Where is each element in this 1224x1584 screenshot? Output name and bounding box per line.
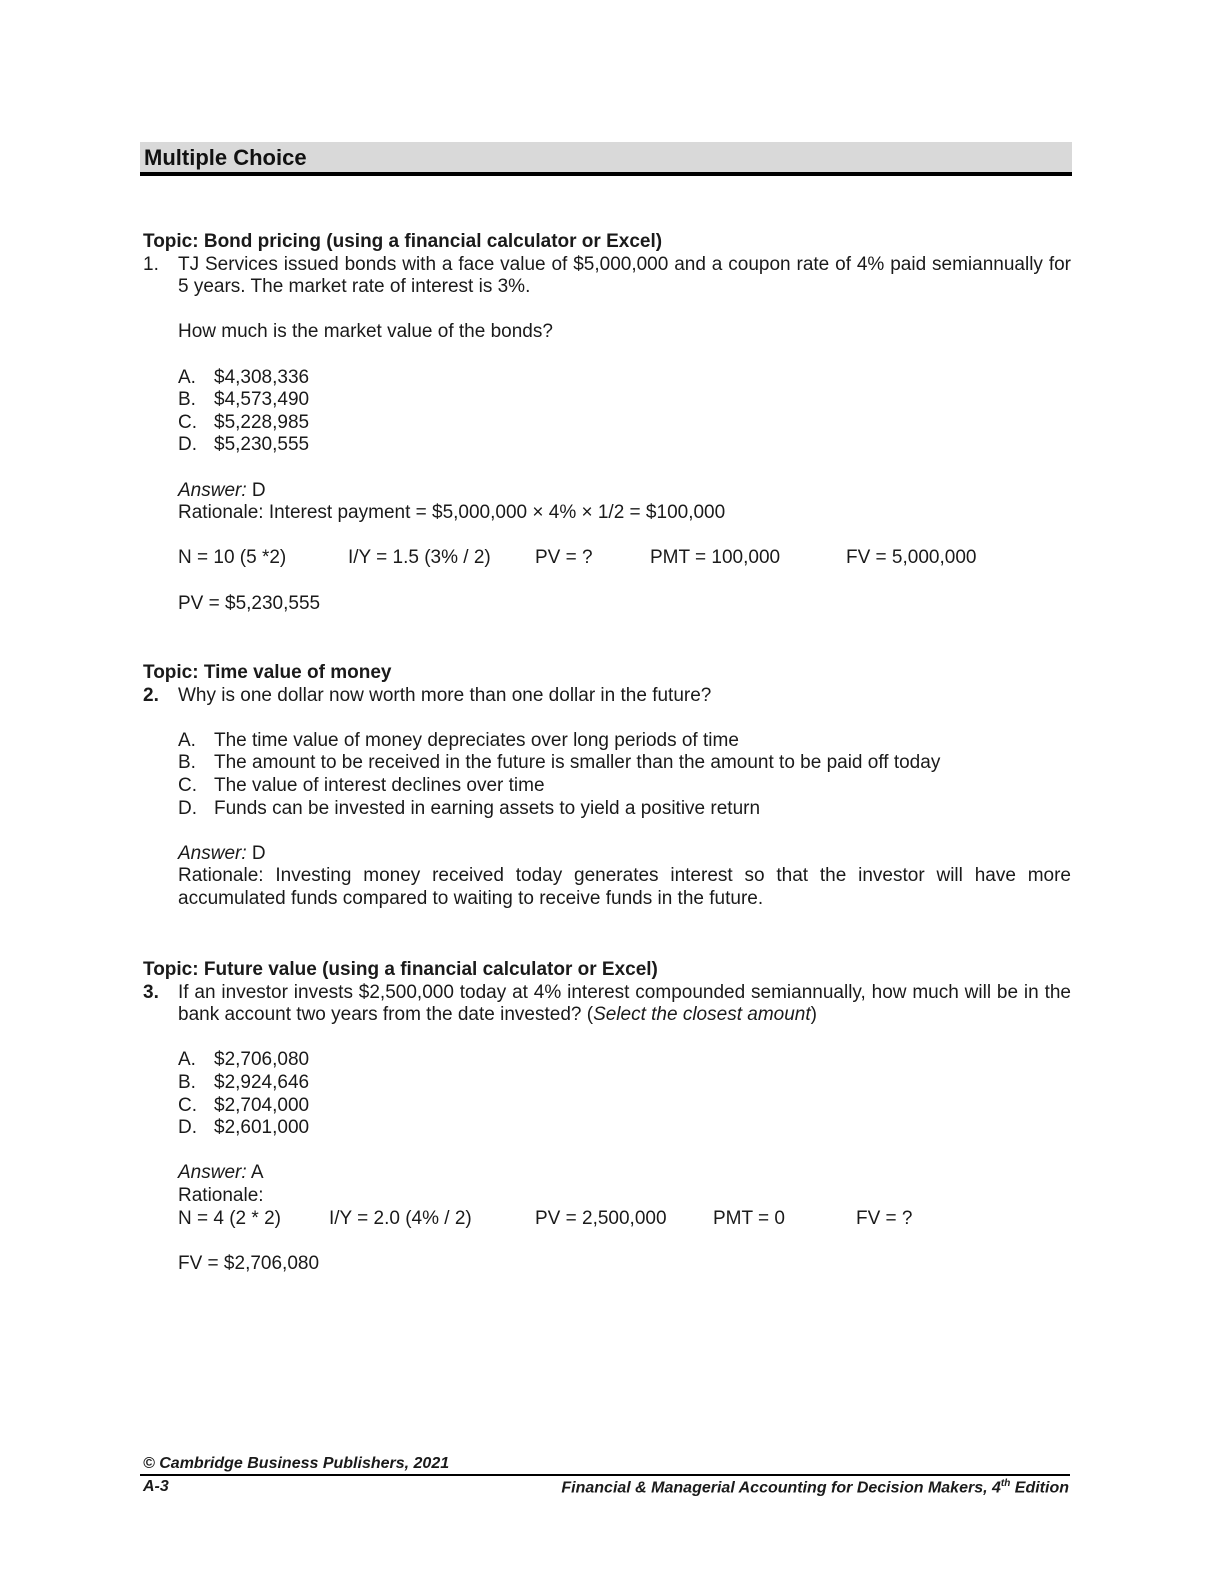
section-title: Multiple Choice bbox=[144, 145, 307, 170]
option-c: C. $5,228,985 bbox=[178, 411, 310, 433]
rationale: Rationale: Investing money received today generates interest so that the investor will have more accumulated funds compared to waiting to receive funds in the future. bbox=[178, 865, 1071, 909]
question-number: 1. bbox=[143, 253, 159, 275]
calc-iy: I/Y = 2.0 (4% / 2) bbox=[329, 1207, 472, 1229]
option-a: A. The time value of money depreciates over long periods of time bbox=[178, 729, 739, 751]
calc-n: N = 10 (5 *2) bbox=[178, 547, 287, 569]
calc-pv: PV = ? bbox=[535, 547, 593, 569]
question-text: Why is one dollar now worth more than one dollar in the future? bbox=[178, 684, 712, 706]
page-number: A-3 bbox=[143, 1478, 169, 1495]
calculator-inputs bbox=[178, 1208, 1071, 1231]
answer-label: Answer: bbox=[178, 842, 247, 864]
answer-line bbox=[178, 480, 1071, 503]
answer-label: Answer: bbox=[178, 1162, 247, 1184]
option-d: D. $2,601,000 bbox=[178, 1117, 310, 1139]
option-b: B. $4,573,490 bbox=[178, 389, 310, 411]
answer-options bbox=[178, 1049, 1071, 1139]
rationale: Rationale: Interest payment = $5,000,000 × 4% × 1/2 = $100,000 bbox=[178, 502, 726, 524]
option-c: C. $2,704,000 bbox=[178, 1094, 310, 1116]
question-2 bbox=[143, 662, 1071, 911]
answer-line bbox=[178, 843, 1071, 866]
answer-value: D bbox=[246, 479, 266, 501]
calc-pmt: PMT = 100,000 bbox=[650, 547, 781, 569]
question-number: 3. bbox=[143, 981, 159, 1003]
footer-copyright: © Cambridge Business Publishers, 2021 bbox=[143, 1455, 450, 1472]
answer-line bbox=[178, 1162, 1071, 1185]
calc-pv: PV = 2,500,000 bbox=[535, 1207, 667, 1229]
calc-result: FV = $2,706,080 bbox=[178, 1252, 320, 1274]
calc-result: PV = $5,230,555 bbox=[178, 592, 321, 614]
calc-iy: I/Y = 1.5 (3% / 2) bbox=[348, 547, 491, 569]
calc-fv: FV = ? bbox=[856, 1207, 913, 1229]
question-number: 2. bbox=[143, 684, 159, 706]
option-c: C. The value of interest declines over time bbox=[178, 774, 545, 796]
question-1 bbox=[143, 231, 1071, 615]
question-topic: Topic: Future value (using a financial calculator or Excel) bbox=[143, 959, 658, 980]
question-subtext: How much is the market value of the bonds? bbox=[178, 321, 553, 343]
calc-pmt: PMT = 0 bbox=[713, 1207, 785, 1229]
answer-options bbox=[178, 367, 1071, 457]
option-a: A. $4,308,336 bbox=[178, 366, 310, 388]
question-text: TJ Services issued bonds with a face value of $5,000,000 and a coupon rate of 4% paid semiannually for 5 years. The market rate of interest is 3%. bbox=[178, 253, 1071, 298]
answer-value: D bbox=[246, 842, 266, 864]
option-b: B. The amount to be received in the future is smaller than the amount to be paid off today bbox=[178, 752, 941, 774]
question-topic: Topic: Bond pricing (using a financial calculator or Excel) bbox=[143, 231, 663, 252]
calculator-inputs bbox=[178, 547, 1071, 570]
answer-options bbox=[178, 730, 1071, 820]
option-d: D. Funds can be invested in earning assets to yield a positive return bbox=[178, 797, 761, 819]
calc-n: N = 4 (2 * 2) bbox=[178, 1207, 281, 1229]
question-text: If an investor invests $2,500,000 today at 4% interest compounded semiannually, how much will be in the bank account two years from the date invested? (Select the closest amount) bbox=[178, 981, 1071, 1026]
option-a: A. $2,706,080 bbox=[178, 1049, 310, 1071]
question-topic: Topic: Time value of money bbox=[143, 662, 392, 683]
footer bbox=[143, 1478, 1069, 1497]
question-3 bbox=[143, 959, 1071, 1275]
option-d: D. $5,230,555 bbox=[178, 434, 310, 456]
calc-fv: FV = 5,000,000 bbox=[846, 547, 977, 569]
rationale: Rationale: bbox=[178, 1184, 264, 1206]
answer-label: Answer: bbox=[178, 479, 247, 501]
section-header bbox=[140, 142, 1072, 176]
footer-divider bbox=[140, 1474, 1070, 1476]
book-title: Financial & Managerial Accounting for Decision Makers, 4th Edition bbox=[561, 1478, 1069, 1497]
option-b: B. $2,924,646 bbox=[178, 1071, 310, 1093]
answer-value: A bbox=[246, 1162, 264, 1184]
